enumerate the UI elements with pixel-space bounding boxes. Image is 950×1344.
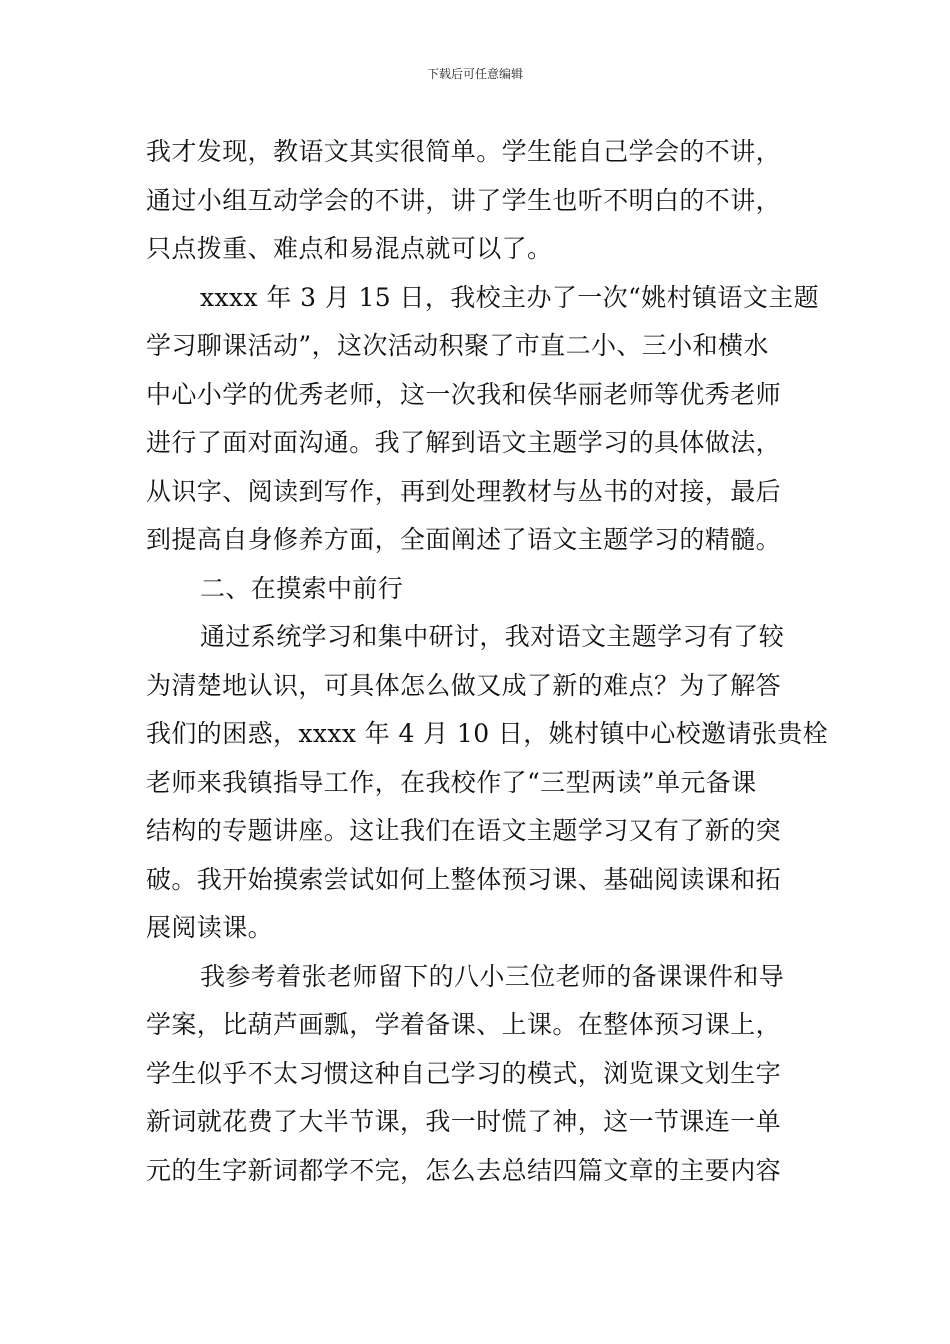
- text-line: 从识字、阅读到写作，再到处理教材与丛书的对接，最后: [146, 476, 782, 506]
- text-line: 学习聊课活动”，这次活动积聚了市直二小、三小和横水: [146, 331, 769, 360]
- text-line: 老师来我镇指导工作，在我校作了“三型两读”单元备课: [146, 767, 757, 797]
- text-line: 我参考着张老师留下的八小三位老师的备课课件和导: [200, 961, 785, 991]
- text-line: 结构的专题讲座。这让我们在语文主题学习又有了新的突: [146, 816, 782, 845]
- body-text: [146, 128, 829, 1195]
- text-line: 学生似乎不太习惯这种自己学习的模式，浏览课文划生字: [146, 1058, 782, 1088]
- text-line: xxxx 年 3 月 15 日，我校主办了一次“姚村镇语文主题: [200, 282, 820, 312]
- section-heading: 二、在摸索中前行: [200, 573, 404, 603]
- page-header: 下载后可任意编辑: [426, 67, 523, 81]
- text-line: 为清楚地认识，可具体怎么做又成了新的难点？为了解答: [146, 670, 782, 700]
- text-line: 展阅读课。: [146, 913, 274, 942]
- text-line: 我们的困惑，xxxx 年 4 月 10 日，姚村镇中心校邀请张贵栓: [146, 719, 829, 748]
- text-line: 通过小组互动学会的不讲，讲了学生也听不明白的不讲，: [146, 185, 782, 215]
- text-line: 中心小学的优秀老师，这一次我和侯华丽老师等优秀老师: [146, 379, 782, 409]
- text-line: 新词就花费了大半节课，我一时慌了神，这一节课连一单: [146, 1107, 782, 1136]
- text-line: 我才发现，教语文其实很简单。学生能自己学会的不讲，: [146, 137, 782, 166]
- text-line: 到提高自身修养方面，全面阐述了语文主题学习的精髓。: [146, 525, 782, 554]
- text-line: 元的生字新词都学不完，怎么去总结四篇文章的主要内容: [146, 1155, 782, 1185]
- text-line: 只点拨重、难点和易混点就可以了。: [146, 234, 553, 263]
- text-line: 通过系统学习和集中研讨，我对语文主题学习有了较: [200, 622, 785, 651]
- text-line: 进行了面对面沟通。我了解到语文主题学习的具体做法，: [146, 428, 782, 457]
- text-line: 破。我开始摸索尝试如何上整体预习课、基础阅读课和拓: [146, 864, 782, 894]
- text-line: 学案，比葫芦画瓢，学着备课、上课。在整体预习课上，: [146, 1010, 782, 1039]
